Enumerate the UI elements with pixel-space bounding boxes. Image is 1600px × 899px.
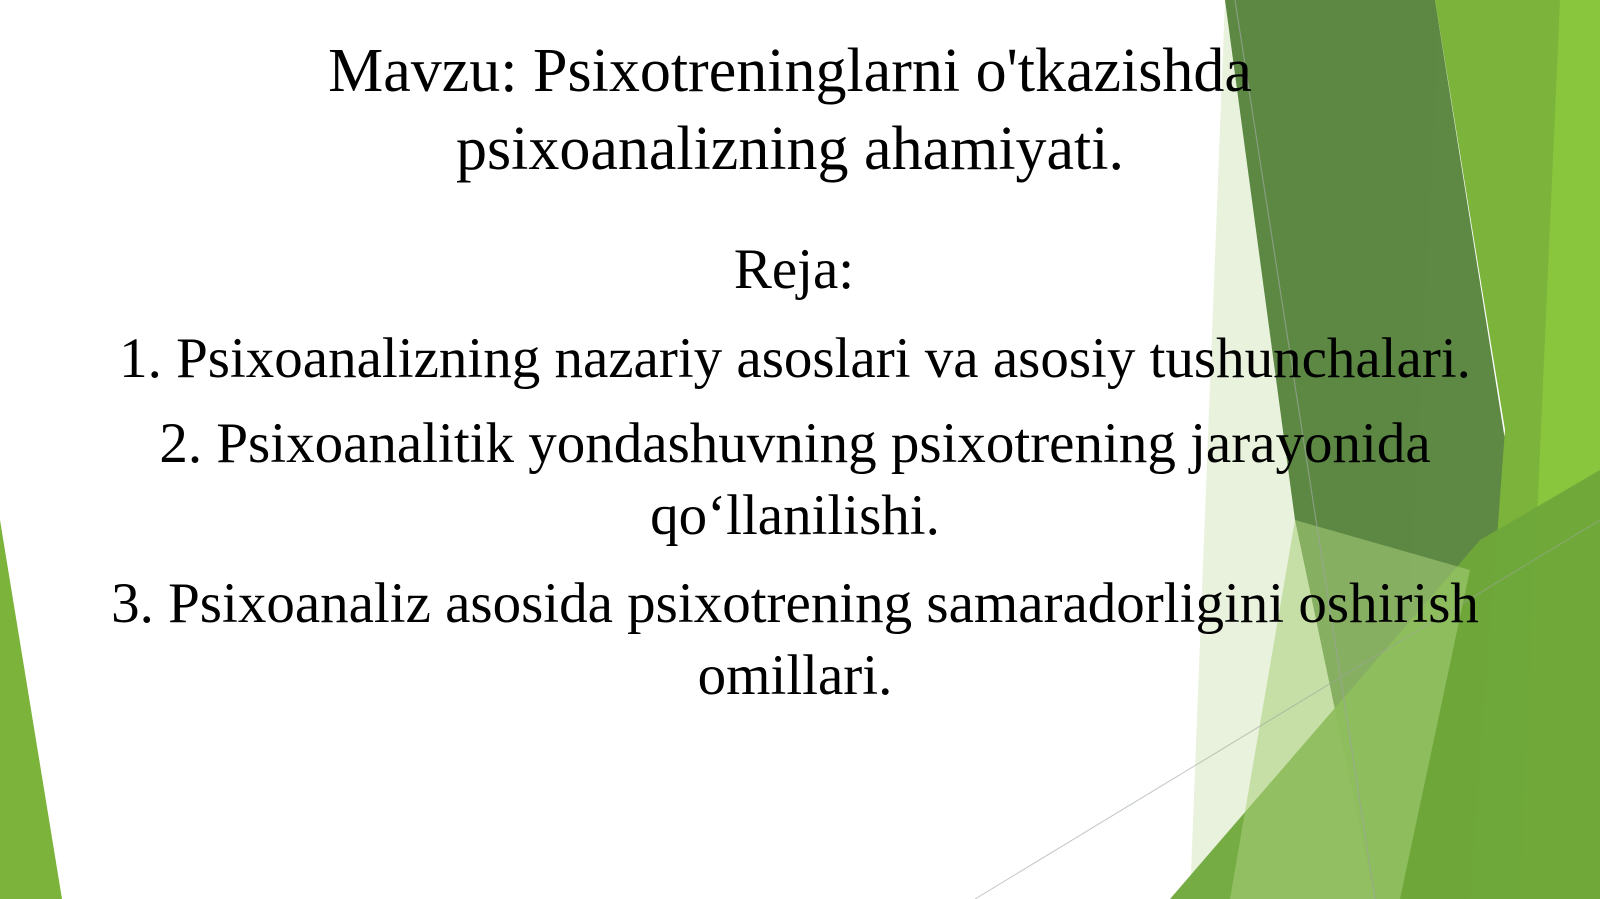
slide-title: Mavzu: Psixotreninglarni o'tkazishda psixoanalizning ahamiyati. [328, 37, 1252, 183]
plan-item-2: 2. Psixoanalitik yondashuvning psixotrening jarayonida qo‘llanilishi. [159, 412, 1431, 547]
plan-heading: Reja: [733, 238, 855, 301]
plan-item-3: 3. Psixoanaliz asosida psixotrening samaradorligini oshirish omillari. [111, 572, 1479, 707]
plan-item-1: 1. Psixoanalizning nazariy asoslari va asosiy tushunchalari. [119, 327, 1471, 390]
plan-list [40, 323, 1550, 728]
